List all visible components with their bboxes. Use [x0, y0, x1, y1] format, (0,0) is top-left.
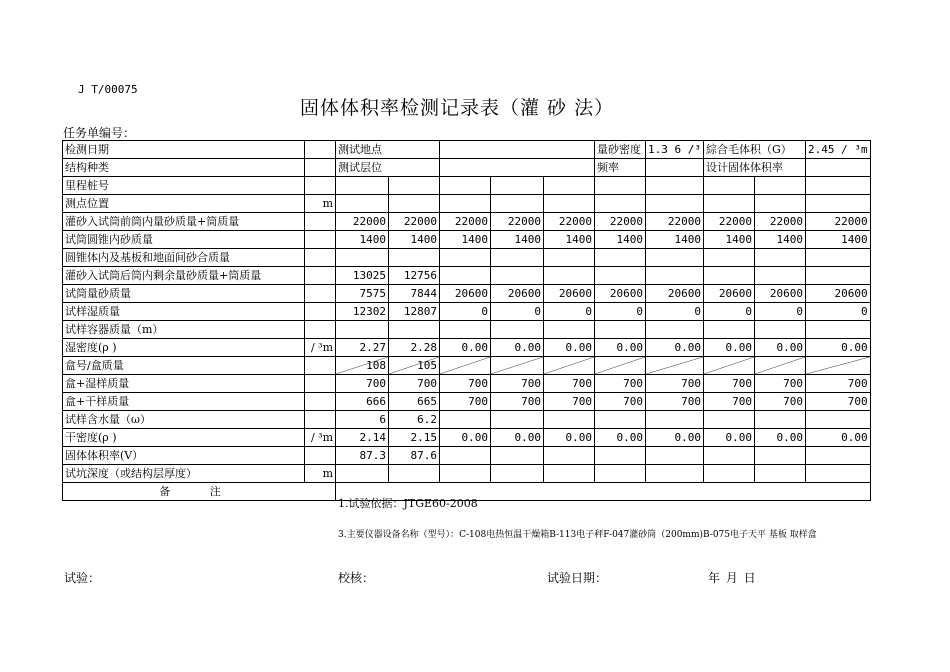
header-row-2 [63, 159, 871, 177]
row-label: 灌砂入试筒后筒内剩余量砂质量+筒质量 [63, 267, 305, 285]
value-cell[interactable]: 700 [595, 375, 646, 393]
row-unit [305, 321, 336, 339]
value-cell[interactable] [440, 447, 491, 465]
value-cell[interactable]: 22000 [389, 213, 440, 231]
value-cell[interactable] [491, 465, 544, 483]
value-cell[interactable] [389, 195, 440, 213]
value-cell[interactable]: 1400 [336, 231, 389, 249]
value-cell[interactable]: 0.00 [754, 339, 805, 357]
value-cell[interactable]: 0.00 [544, 339, 595, 357]
value-cell[interactable] [754, 321, 805, 339]
value-cell[interactable]: 22000 [544, 213, 595, 231]
value-cell[interactable]: 108 [336, 357, 389, 375]
value-cell[interactable] [336, 249, 389, 267]
value-cell[interactable] [703, 249, 754, 267]
value-cell[interactable]: 700 [491, 393, 544, 411]
value-cell[interactable]: 2.27 [336, 339, 389, 357]
value-cell[interactable] [544, 447, 595, 465]
value-cell[interactable] [703, 447, 754, 465]
value-cell[interactable]: 700 [646, 375, 704, 393]
value-cell[interactable]: 700 [754, 375, 805, 393]
value-cell[interactable] [491, 447, 544, 465]
test-date-label: 试验日期： [547, 571, 608, 585]
value-cell[interactable]: 20600 [754, 285, 805, 303]
value-cell[interactable]: 0.00 [491, 339, 544, 357]
value-cell[interactable] [703, 321, 754, 339]
value-cell[interactable] [805, 321, 870, 339]
location-label: 测试地点 [336, 141, 440, 159]
row-label: 干密度(ρ ) [63, 429, 305, 447]
value-cell[interactable] [805, 357, 870, 375]
value-cell[interactable] [440, 177, 491, 195]
value-cell[interactable]: 0.00 [703, 429, 754, 447]
value-cell[interactable] [440, 267, 491, 285]
table-row [63, 249, 871, 267]
value-cell[interactable]: 13025 [336, 267, 389, 285]
value-cell[interactable]: 700 [754, 393, 805, 411]
value-cell[interactable] [703, 411, 754, 429]
row-label: 试样含水量（ω） [63, 411, 305, 429]
value-cell[interactable]: 0.00 [491, 429, 544, 447]
value-cell[interactable]: 700 [440, 393, 491, 411]
row-unit [305, 357, 336, 375]
gross-density-label: 綜合毛体积（G） [703, 141, 805, 159]
value-cell[interactable]: 20600 [544, 285, 595, 303]
row-unit [305, 375, 336, 393]
value-cell[interactable] [544, 177, 595, 195]
table-row [63, 357, 871, 375]
value-cell[interactable] [544, 321, 595, 339]
row-label: 湿密度(ρ ) [63, 339, 305, 357]
value-cell[interactable] [805, 195, 870, 213]
value-cell[interactable] [703, 267, 754, 285]
remark-line-1: 1.试验依据：JTGE60-2008 [338, 497, 478, 510]
value-cell[interactable]: 22000 [595, 213, 646, 231]
table-row [63, 195, 871, 213]
value-cell[interactable] [646, 267, 704, 285]
value-cell[interactable] [805, 411, 870, 429]
value-cell[interactable] [703, 465, 754, 483]
value-cell[interactable] [389, 249, 440, 267]
value-cell[interactable] [336, 321, 389, 339]
value-cell[interactable]: 1400 [646, 231, 704, 249]
row-unit [305, 285, 336, 303]
value-cell[interactable]: 700 [805, 375, 870, 393]
value-cell[interactable] [544, 249, 595, 267]
value-cell[interactable] [754, 447, 805, 465]
value-cell[interactable] [805, 465, 870, 483]
value-cell[interactable] [595, 321, 646, 339]
table-row [63, 213, 871, 231]
value-cell[interactable] [646, 321, 704, 339]
record-table [62, 140, 871, 540]
value-cell[interactable] [595, 267, 646, 285]
value-cell[interactable]: 6 [336, 411, 389, 429]
value-cell[interactable] [754, 267, 805, 285]
table-row [63, 465, 871, 483]
design-volume-label: 设计固体体积率 [703, 159, 805, 177]
value-cell[interactable] [440, 465, 491, 483]
value-cell[interactable]: 0 [646, 303, 704, 321]
value-cell[interactable]: 0.00 [595, 429, 646, 447]
value-cell[interactable] [491, 267, 544, 285]
value-cell[interactable]: 20600 [703, 285, 754, 303]
remark-line-3: 3.主要仪器设备名称（型号）：C-108电热恒温干燥箱B-113电子秤F-047灌砂筒（200mm)B-075电子天平 基板 取样盒 [338, 530, 817, 540]
value-cell[interactable]: 7844 [389, 285, 440, 303]
value-cell[interactable]: 7575 [336, 285, 389, 303]
row-unit [305, 213, 336, 231]
task-number-label: 任务单编号： [63, 126, 136, 140]
value-cell[interactable] [336, 195, 389, 213]
value-cell[interactable] [544, 465, 595, 483]
value-cell[interactable]: 0.00 [646, 429, 704, 447]
row-unit [305, 231, 336, 249]
table-row [63, 411, 871, 429]
location-value[interactable] [440, 141, 595, 159]
row-unit [305, 303, 336, 321]
value-cell[interactable]: 20600 [595, 285, 646, 303]
row-label: 试样容器质量（m） [63, 321, 305, 339]
value-cell[interactable] [703, 195, 754, 213]
value-cell[interactable]: 6.2 [389, 411, 440, 429]
value-cell[interactable]: 665 [389, 393, 440, 411]
value-cell[interactable]: 700 [544, 375, 595, 393]
value-cell[interactable]: 1400 [703, 231, 754, 249]
tester-label: 试验： [64, 571, 101, 585]
value-cell[interactable]: 2.28 [389, 339, 440, 357]
value-cell[interactable] [544, 267, 595, 285]
value-cell[interactable] [595, 411, 646, 429]
value-cell[interactable]: 22000 [703, 213, 754, 231]
value-cell[interactable] [754, 357, 805, 375]
value-cell[interactable]: 22000 [336, 213, 389, 231]
value-cell[interactable] [440, 249, 491, 267]
table-row [63, 177, 871, 195]
value-cell[interactable]: 1400 [754, 231, 805, 249]
row-unit: / ³m [305, 429, 336, 447]
value-cell[interactable] [389, 465, 440, 483]
value-cell[interactable]: 700 [491, 375, 544, 393]
sand-density-label: 量砂密度 [595, 141, 646, 159]
row-label: 盒+湿样质量 [63, 375, 305, 393]
row-label: 试筒量砂质量 [63, 285, 305, 303]
value-cell[interactable]: 0 [595, 303, 646, 321]
value-cell[interactable]: 1400 [544, 231, 595, 249]
row-unit [305, 249, 336, 267]
value-cell[interactable] [754, 465, 805, 483]
value-cell[interactable]: 700 [336, 375, 389, 393]
value-cell[interactable]: 1400 [595, 231, 646, 249]
value-cell[interactable] [805, 249, 870, 267]
value-cell[interactable] [336, 465, 389, 483]
value-cell[interactable]: 700 [544, 393, 595, 411]
value-cell[interactable]: 0.00 [440, 429, 491, 447]
value-cell[interactable] [595, 465, 646, 483]
table-row [63, 303, 871, 321]
header-row-1 [63, 141, 871, 159]
value-cell[interactable] [805, 177, 870, 195]
value-cell[interactable]: 0.00 [595, 339, 646, 357]
value-cell[interactable]: 0.00 [646, 339, 704, 357]
table-row [63, 267, 871, 285]
value-cell[interactable]: 0.00 [440, 339, 491, 357]
value-cell[interactable]: 1400 [491, 231, 544, 249]
row-unit: m [305, 195, 336, 213]
value-cell[interactable]: 1400 [440, 231, 491, 249]
value-cell[interactable]: 0.00 [544, 429, 595, 447]
value-cell[interactable] [754, 249, 805, 267]
frequency-label: 频率 [595, 159, 646, 177]
value-cell[interactable]: 0 [703, 303, 754, 321]
value-cell[interactable]: 2.15 [389, 429, 440, 447]
value-cell[interactable]: 20600 [491, 285, 544, 303]
value-cell[interactable] [544, 357, 595, 375]
structure-label: 结构种类 [63, 159, 305, 177]
table-row [63, 321, 871, 339]
value-cell[interactable] [595, 249, 646, 267]
value-cell[interactable]: 700 [595, 393, 646, 411]
value-cell[interactable] [646, 357, 704, 375]
value-cell[interactable] [491, 195, 544, 213]
table-row [63, 285, 871, 303]
value-cell[interactable]: 700 [440, 375, 491, 393]
value-cell[interactable] [595, 447, 646, 465]
value-cell[interactable] [646, 465, 704, 483]
row-label: 试筒圆锥内砂质量 [63, 231, 305, 249]
value-cell[interactable]: 22000 [440, 213, 491, 231]
checker-label: 校核： [338, 571, 375, 585]
value-cell[interactable]: 12756 [389, 267, 440, 285]
value-cell[interactable]: 0.00 [703, 339, 754, 357]
value-cell[interactable]: 1400 [805, 231, 870, 249]
row-unit: / ³m [305, 339, 336, 357]
value-cell[interactable] [646, 447, 704, 465]
value-cell[interactable] [544, 195, 595, 213]
value-cell[interactable]: 22000 [491, 213, 544, 231]
value-cell[interactable]: 700 [703, 393, 754, 411]
value-cell[interactable] [440, 411, 491, 429]
value-cell[interactable]: 22000 [754, 213, 805, 231]
value-cell[interactable] [595, 177, 646, 195]
table-row [63, 447, 871, 465]
value-cell[interactable] [491, 357, 544, 375]
value-cell[interactable]: 87.3 [336, 447, 389, 465]
value-cell[interactable]: 2.14 [336, 429, 389, 447]
value-cell[interactable]: 700 [646, 393, 704, 411]
value-cell[interactable] [646, 177, 704, 195]
remarks-label: 备 注 [63, 483, 336, 501]
value-cell[interactable] [336, 177, 389, 195]
value-cell[interactable] [754, 195, 805, 213]
value-cell[interactable]: 22000 [646, 213, 704, 231]
row-unit [305, 393, 336, 411]
row-label: 盒号/盒质量 [63, 357, 305, 375]
gross-density-value: 2.45 / ³m [805, 141, 870, 159]
value-cell[interactable]: 0 [754, 303, 805, 321]
value-cell[interactable] [389, 177, 440, 195]
value-cell[interactable] [440, 357, 491, 375]
value-cell[interactable] [703, 177, 754, 195]
value-cell[interactable] [595, 357, 646, 375]
value-cell[interactable]: 22000 [805, 213, 870, 231]
value-cell[interactable]: 12302 [336, 303, 389, 321]
value-cell[interactable] [491, 321, 544, 339]
row-unit [305, 447, 336, 465]
layer-label: 测试层位 [336, 159, 440, 177]
row-unit: m [305, 465, 336, 483]
value-cell[interactable] [491, 177, 544, 195]
row-label: 测点位置 [63, 195, 305, 213]
value-cell[interactable]: 700 [805, 393, 870, 411]
value-cell[interactable] [646, 195, 704, 213]
value-cell[interactable] [491, 411, 544, 429]
value-cell[interactable] [440, 321, 491, 339]
page-title: 固体体积率检测记录表（灌 砂 法） [300, 97, 615, 119]
form-code: J T/00075 [78, 83, 138, 96]
value-cell[interactable] [646, 411, 704, 429]
value-cell[interactable] [805, 267, 870, 285]
row-label: 灌砂入试筒前筒内量砂质量+筒质量 [63, 213, 305, 231]
value-cell[interactable]: 0 [544, 303, 595, 321]
table-row [63, 393, 871, 411]
value-cell[interactable] [491, 249, 544, 267]
value-cell[interactable] [544, 411, 595, 429]
table-row [63, 339, 871, 357]
value-cell[interactable]: 0 [491, 303, 544, 321]
row-label: 试样湿质量 [63, 303, 305, 321]
value-cell[interactable]: 0.00 [805, 429, 870, 447]
value-cell[interactable]: 20600 [440, 285, 491, 303]
value-cell[interactable] [754, 177, 805, 195]
row-label: 固体体积率(V） [63, 447, 305, 465]
row-unit [305, 177, 336, 195]
value-cell[interactable]: 87.6 [389, 447, 440, 465]
value-cell[interactable] [389, 321, 440, 339]
row-unit [305, 411, 336, 429]
remarks-row [63, 483, 871, 501]
table-row [63, 429, 871, 447]
date-label: 检测日期 [63, 141, 305, 159]
value-cell[interactable]: 20600 [646, 285, 704, 303]
value-cell[interactable]: 700 [389, 375, 440, 393]
value-cell[interactable] [703, 357, 754, 375]
value-cell[interactable] [805, 447, 870, 465]
value-cell[interactable] [646, 249, 704, 267]
value-cell[interactable]: 105 [389, 357, 440, 375]
value-cell[interactable]: 20600 [805, 285, 870, 303]
value-cell[interactable]: 0 [805, 303, 870, 321]
sand-density-value: 1.3 6 /³ [646, 141, 704, 159]
value-cell[interactable] [754, 411, 805, 429]
value-cell[interactable]: 666 [336, 393, 389, 411]
value-cell[interactable]: 1400 [389, 231, 440, 249]
table-row [63, 375, 871, 393]
value-cell[interactable]: 12807 [389, 303, 440, 321]
table-row [63, 231, 871, 249]
row-label: 圆锥体内及基板和地面间砂合质量 [63, 249, 305, 267]
row-label: 里程桩号 [63, 177, 305, 195]
value-cell[interactable] [440, 195, 491, 213]
value-cell[interactable] [595, 195, 646, 213]
row-label: 试坑深度（或结构层厚度） [63, 465, 305, 483]
remarks-content[interactable] [336, 483, 871, 540]
row-unit [305, 267, 336, 285]
test-date-value: 年 月 日 [708, 571, 757, 585]
value-cell[interactable]: 0 [440, 303, 491, 321]
value-cell[interactable]: 0.00 [754, 429, 805, 447]
value-cell[interactable]: 0.00 [805, 339, 870, 357]
value-cell[interactable]: 700 [703, 375, 754, 393]
row-label: 盒+干样质量 [63, 393, 305, 411]
